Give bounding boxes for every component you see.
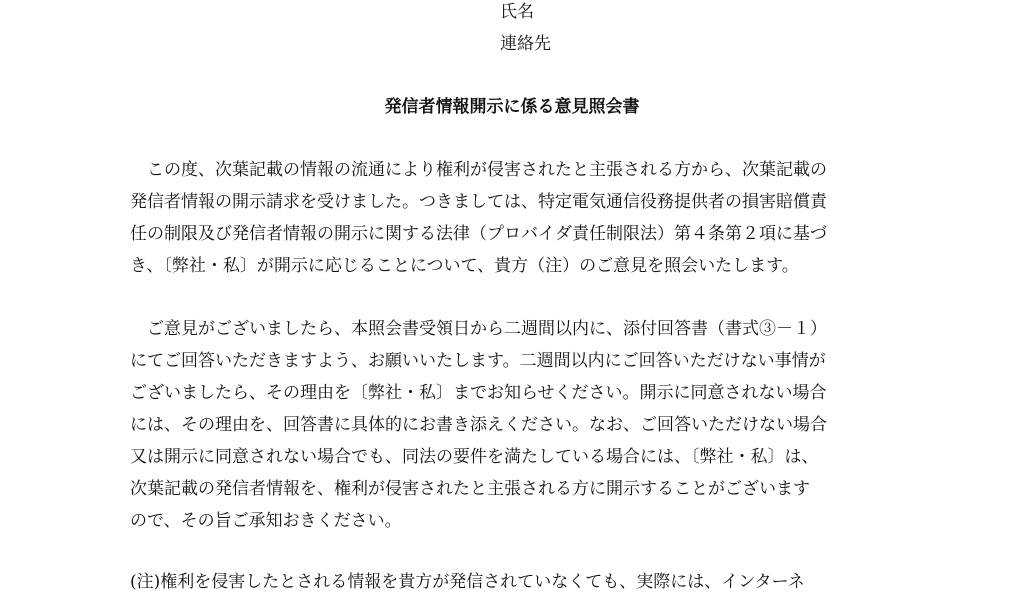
paragraph-line: 任の制限及び発信者情報の開示に関する法律（プロバイダ責任制限法）第４条第２項に基づ <box>130 224 827 244</box>
note-paragraph <box>130 566 890 598</box>
paragraph-1 <box>130 154 890 282</box>
paragraph-line: ご意見がございましたら、本照会書受領日から二週間以内に、添付回答書（書式③－１） <box>130 319 827 339</box>
contact-label: 連絡先 <box>500 34 551 54</box>
paragraph-line: には、その理由を、回答書に具体的にお書き添えください。なお、ご回答いただけない場合 <box>130 415 827 435</box>
paragraph-line: にてご回答いただきますよう、お願いいたします。二週間以内にご回答いただけない事情が <box>130 351 826 371</box>
paragraph-line: ので、その旨ご承知おきください。 <box>130 511 402 531</box>
paragraph-line: ございましたら、その理由を〔弊社・私〕までお知らせください。開示に同意されない場合 <box>130 383 827 403</box>
paragraph-line: 又は開示に同意されない場合でも、同法の要件を満たしている場合には、〔弊社・私〕は、 <box>130 447 819 467</box>
paragraph-2 <box>130 313 890 537</box>
name-label: 氏名 <box>500 2 534 22</box>
paragraph-line: 発信者情報の開示請求を受けました。つきましては、特定電気通信役務提供者の損害賠償責 <box>130 192 827 212</box>
paragraph-line: き、〔弊社・私〕が開示に応じることについて、貴方（注）のご意見を照会いたします。 <box>130 256 799 276</box>
paragraph-line: (注)権利を侵害したとされる情報を貴方が発信されていなくても、実際には、インターネ <box>130 572 805 592</box>
paragraph-line: この度、次葉記載の情報の流通により権利が侵害されたと主張される方から、次葉記載の <box>130 160 827 180</box>
document-title: 発信者情報開示に係る意見照会書 <box>384 97 640 117</box>
paragraph-line: 次葉記載の発信者情報を、権利が侵害されたと主張される方に開示することがございます <box>130 479 810 499</box>
